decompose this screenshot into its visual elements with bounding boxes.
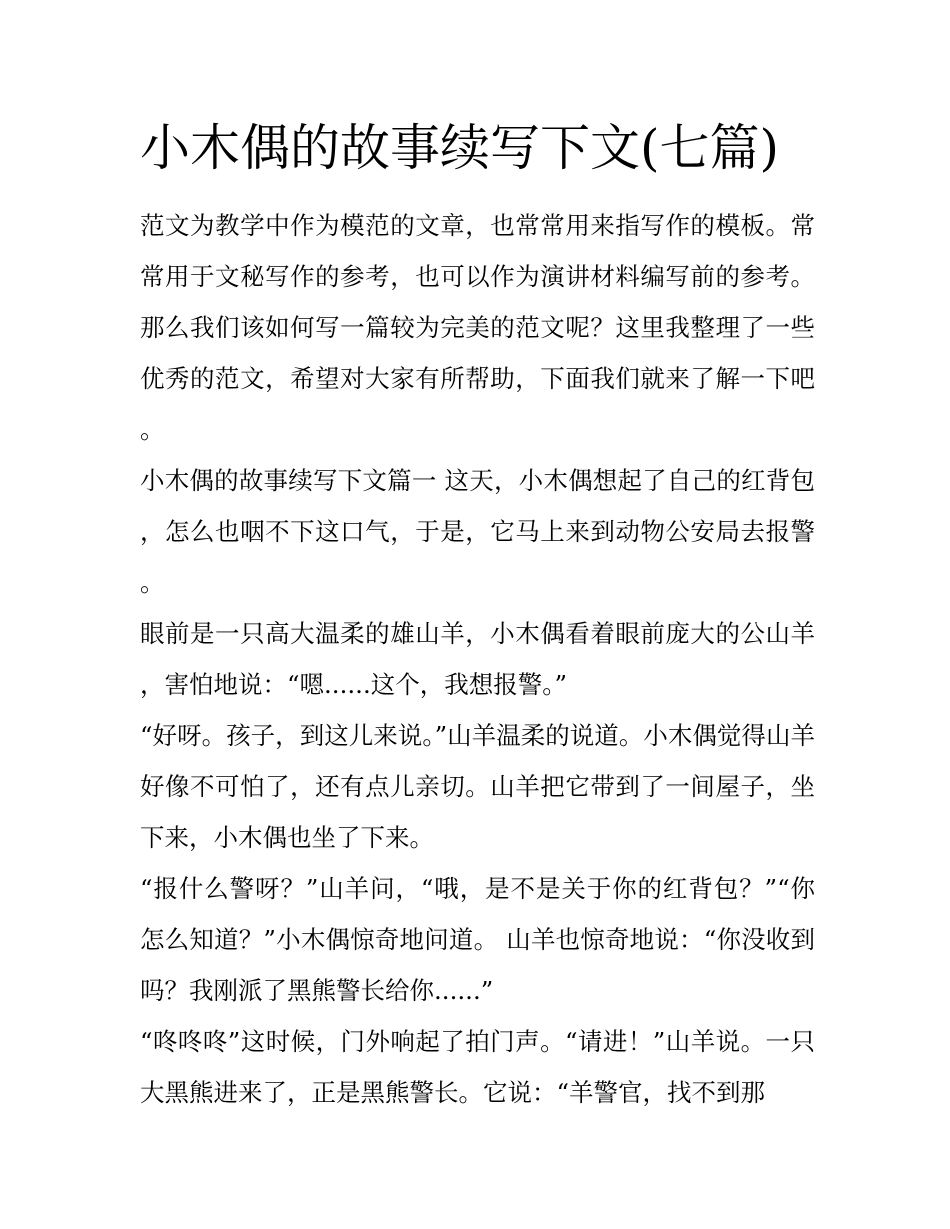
paragraph-goat-meeting: 眼前是一只高大温柔的雄山羊，小木偶看着眼前庞大的公山羊，害怕地说：“嗯......这个，我想报警。”	[140, 619, 815, 699]
paragraph-goat-invites: “好呀。孩子，到这儿来说。”山羊温柔的说道。小木偶觉得山羊好像不可怕了，还有点儿亲切。山羊把它带到了一间屋子，坐下来，小木偶也坐了下来。	[140, 721, 815, 852]
page-title: 小木偶的故事续写下文(七篇)	[140, 119, 780, 177]
document-body	[140, 200, 815, 1118]
paragraph-story-opening: 小木偶的故事续写下文篇一 这天，小木偶想起了自己的红背包，怎么也咽不下这口气，于是，它马上来到动物公安局去报警。	[140, 466, 815, 597]
paragraph-red-backpack: “报什么警呀？”山羊问，“哦，是不是关于你的红背包？”“你怎么知道？”小木偶惊奇地问道。 山羊也惊奇地说：“你没收到吗？我刚派了黑熊警长给你......”	[140, 874, 815, 1005]
paragraph-bear-arrives: “咚咚咚”这时候，门外响起了拍门声。“请进！”山羊说。一只大黑熊进来了，正是黑熊警长。它说：“羊警官，找不到那	[140, 1027, 815, 1107]
paragraph-intro: 范文为教学中作为模范的文章，也常常用来指写作的模板。常常用于文秘写作的参考，也可以作为演讲材料编写前的参考。那么我们该如何写一篇较为完美的范文呢？这里我整理了一些优秀的范文，希望对大家有所帮助，下面我们就来了解一下吧。	[140, 211, 815, 444]
